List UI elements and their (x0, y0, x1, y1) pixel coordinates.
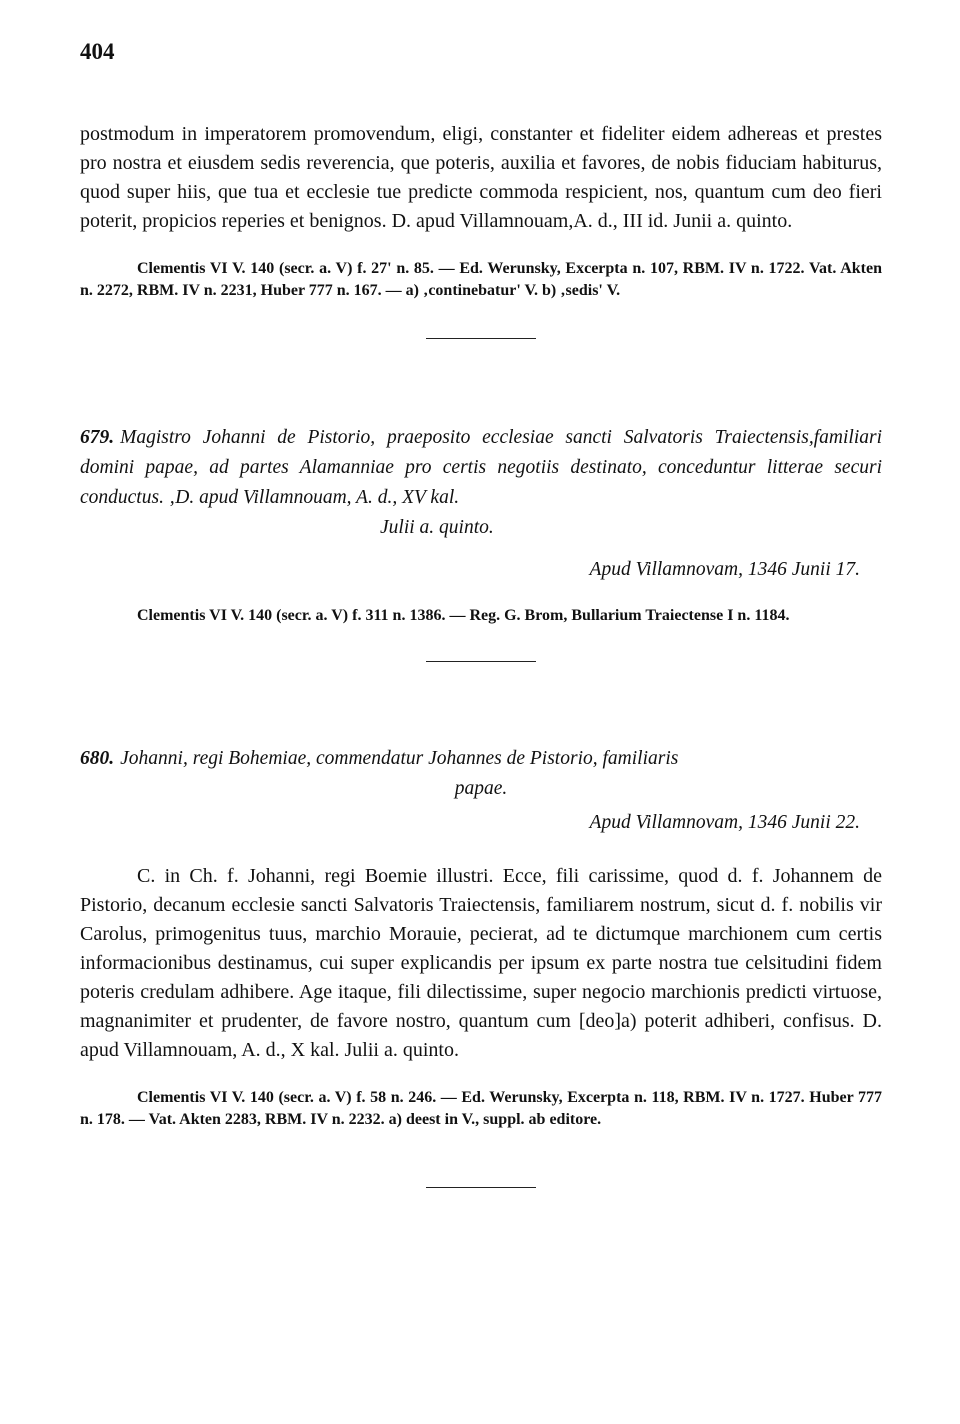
entry-679-note: Clementis VI V. 140 (secr. a. V) f. 311 n. 1386. — Reg. G. Brom, Bullarium Traiectense I n. 1184. (137, 607, 790, 624)
entry-679-heading (80, 423, 882, 513)
entry-679-heading-text: Magistro Johanni de Pistorio, praeposito ecclesiae sancti Salvatoris Traiectensis,familiari domini papae, ad partes Alamanniae pro certis negotiis destinato, conceduntur litterae securi conductus. ‚D. apud Villamnouam, A. d., XV kal. (80, 427, 882, 508)
entry-680-heading-last: papae. (454, 778, 508, 799)
document-page (80, 38, 882, 1188)
continuation-note: Clementis VI V. 140 (secr. a. V) f. 27' n. 85. — Ed. Werunsky, Excerpta n. 107, RBM. IV n. 1722. Vat. Akten n. 2272, RBM. IV n. 2231, Huber 777 n. 167. — a) ‚continebatur' V. b) ‚sedis' V. (80, 260, 882, 299)
section-divider (426, 1187, 536, 1188)
entry-680-text: C. in Ch. f. Johanni, regi Boemie illustri. Ecce, fili carissime, quod d. f. Johannem de Pistorio, decanum ecclesie sancti Salvatoris Traiectensis, familiarem nostrum, sicut d. f. nobilis vir Carolus, primogenitus tuus, marchio Morauie, pecierat, ad te dictumque marchionem cum certis informacionibus destinamus, cui super explicandis per ipsum ex parte nostra tue celsitudini fidem poteris credulam adhibere. Age itaque, fili dilectissime, super negocio marchionis predicti virtuose, magnanimiter et prudenter, de favore nostro, quantum cum [deo]a) poterit adhiberi, confisus. D. apud Villamnouam, A. d., X kal. Julii a. quinto. (80, 865, 882, 1061)
entry-680-number: 680. (80, 748, 115, 769)
entry-680-place-date: Apud Villamnovam, 1346 Junii 22. (589, 812, 860, 833)
page-number: 404 (80, 39, 115, 64)
continuation-text: postmodum in imperatorem promovendum, eligi, constanter et fideliter eidem adhereas et prestes pro nostra et eiusdem sedis reverencia, que poteris, auxilia et favores, de nobis fiduciam habiturus, quod super hiis, que tua et ecclesie tue predicte commoda respicient, nos, quantum cum deo fieri poterit, propicios reperies et benignos. D. apud Villamnouam,A. d., III id. Junii a. quinto. (80, 123, 882, 232)
entry-680-note: Clementis VI V. 140 (secr. a. V) f. 58 n. 246. — Ed. Werunsky, Excerpta n. 118, RBM. IV n. 1727. Huber 777 n. 178. — Vat. Akten 2283, RBM. IV n. 2232. a) deest in V., suppl. ab editore. (80, 1089, 882, 1128)
entry-680-heading (80, 744, 882, 774)
entry-680-heading-text: Johanni, regi Bohemiae, commendatur Johannes de Pistorio, familiaris (120, 748, 679, 769)
entry-679-heading-last: Julii a. quinto. (380, 517, 494, 538)
entry-679-place-date: Apud Villamnovam, 1346 Junii 17. (589, 559, 860, 580)
entry-679-number: 679. (80, 427, 115, 448)
